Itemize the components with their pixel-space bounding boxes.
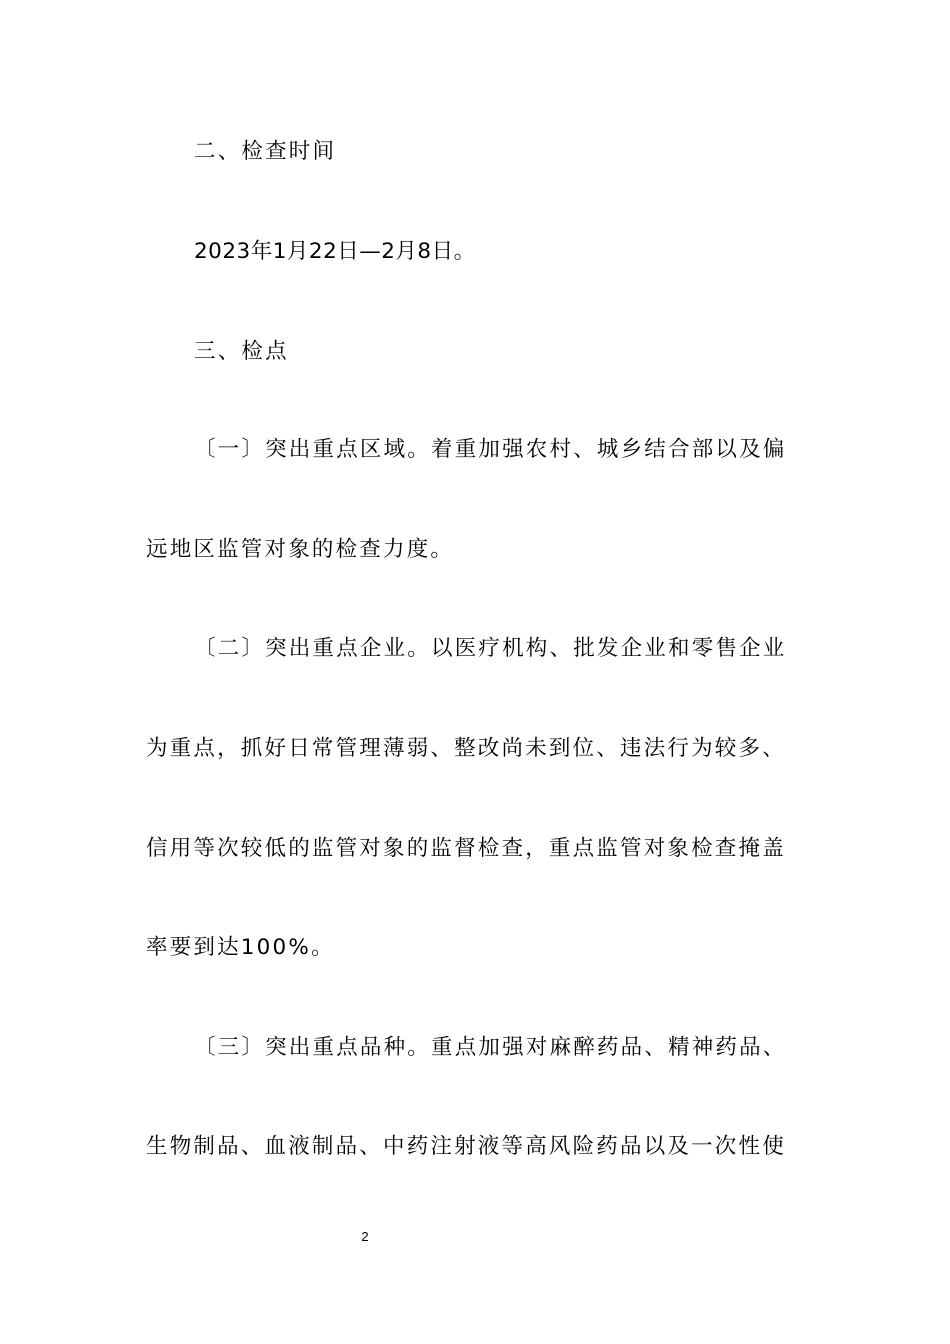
inspection-date-range: 2023年1月22日—2月8日。: [194, 239, 476, 264]
paragraph-line: 远地区监管对象的检查力度。: [146, 537, 455, 562]
section-heading-inspection-time: 二、检查时间: [194, 139, 337, 164]
paragraph-line: 生物制品、血液制品、中药注射液等高风险药品以及一次性使: [146, 1134, 786, 1159]
paragraph-line: 〔一〕突出重点区域。着重加强农村、城乡结合部以及偏: [194, 437, 787, 462]
paragraph-line: 率要到达100%。: [146, 935, 335, 960]
paragraph-line: 为重点，抓好日常管理薄弱、整改尚未到位、违法行为较多、: [146, 736, 786, 761]
paragraph-line: 〔三〕突出重点品种。重点加强对麻醉药品、精神药品、: [194, 1035, 787, 1060]
page-number: 2: [361, 1229, 369, 1244]
paragraph-line: 信用等次较低的监管对象的监督检查，重点监管对象检查掩盖: [146, 836, 786, 861]
section-heading-inspection-points: 三、检点: [194, 339, 289, 364]
paragraph-line: 〔二〕突出重点企业。以医疗机构、批发企业和零售企业: [194, 636, 787, 661]
